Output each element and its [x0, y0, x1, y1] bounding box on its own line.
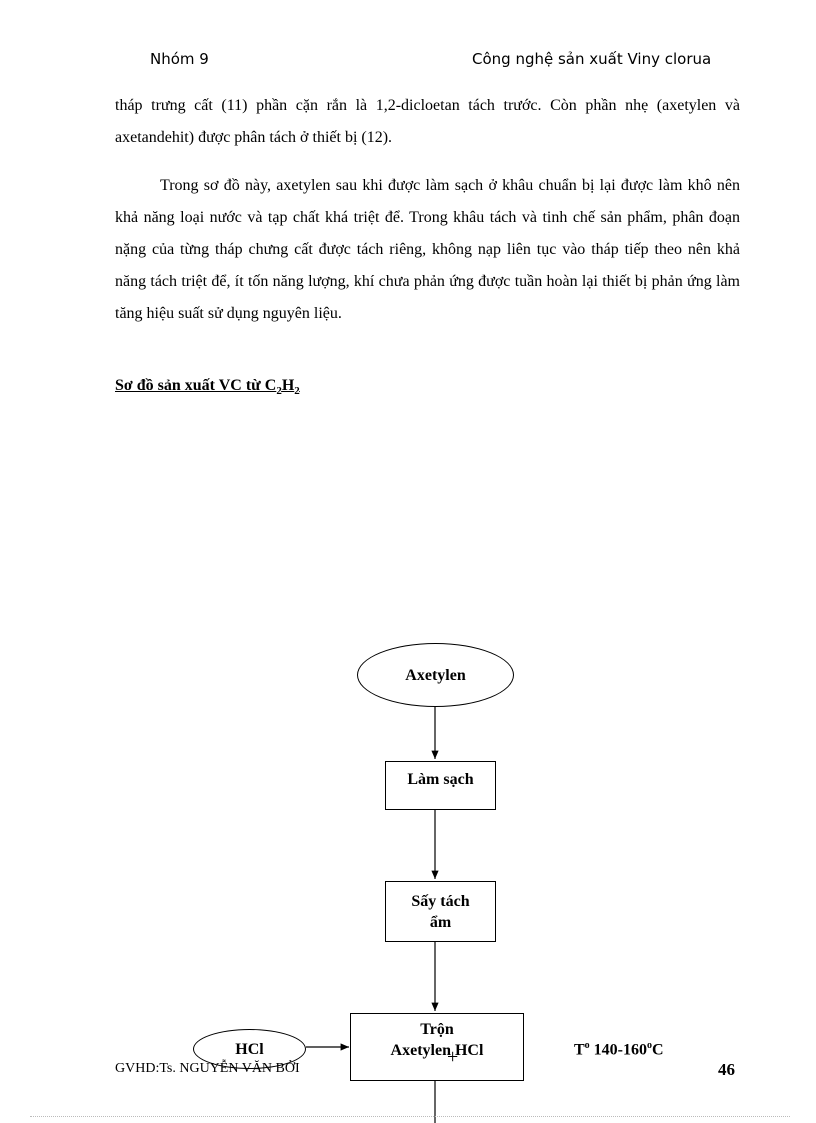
node-lam-sach: Làm sạch: [385, 761, 496, 810]
temperature-note: $T^o$ 140-160$^o$C: [574, 1040, 664, 1059]
node-tron: Trộn Axetylen HCl: [350, 1013, 524, 1081]
header-document-title: Công nghệ sản xuất Viny clorua: [472, 50, 712, 68]
footer-supervisor: GVHD:Ts. NGUYỄN VĂN BỞI: [115, 1061, 300, 1076]
plus-sign: +: [447, 1046, 459, 1068]
page-bottom-divider: [30, 1116, 790, 1117]
page-number: 46: [718, 1060, 735, 1079]
node-hcl: HCl: [193, 1029, 306, 1069]
section-title: Sơ đồ sản xuất VC từ $C_2H_2$: [115, 377, 300, 398]
header-group-name: Nhóm 9: [150, 50, 209, 68]
paragraph-1: tháp trưng cất (11) phần cặn rắn là 1,2-dicloetan tách trước. Còn phần nhẹ (axetylen và axetandehit) được phân tách ở thiết bị (12).: [115, 97, 740, 146]
node-axetylen: Axetylen: [357, 643, 514, 707]
node-say-tach-am: Sấy tách ẩm: [385, 881, 496, 942]
paragraph-2: Trong sơ đồ này, axetylen sau khi được làm sạch ở khâu chuẩn bị lại được làm khô nên khả năng loại nước và tạp chất khá triệt để. Trong khâu tách và tinh chế sản phẩm, phân đoạn nặng của từng tháp chưng cất được tách riêng, không nạp liên tục vào tháp tiếp theo nên khả năng tách triệt để, ít tốn năng lượng, khí chưa phản ứng được tuần hoàn lại thiết bị phản ứng làm tăng hiệu suất sử dụng nguyên liệu.: [115, 177, 740, 322]
